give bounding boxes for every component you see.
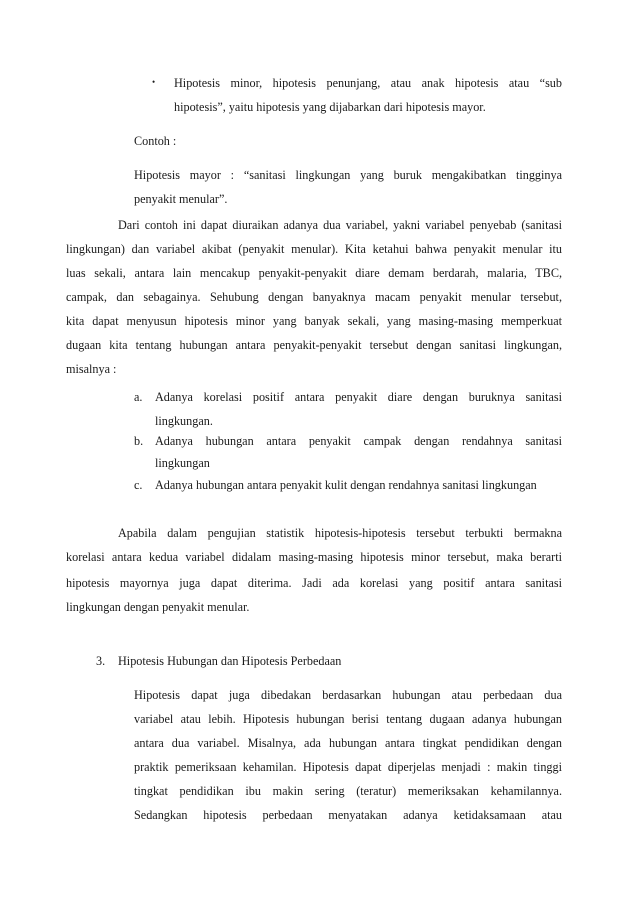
example-line-2: penyakit menular”.	[134, 192, 228, 206]
bullet-line-1: Hipotesis minor, hipotesis penunjang, atau anak hipotesis atau “sub	[174, 76, 562, 90]
list-item-c-line-1: Adanya hubungan antara penyakit kulit dengan rendahnya sanitasi lingkungan	[155, 478, 537, 492]
paragraph1-line-2: lingkungan) dan variabel akibat (penyakit menular). Kita ketahui bahwa penyakit menular itu	[66, 242, 562, 256]
section3-line-3: antara dua variabel. Misalnya, ada hubungan antara tingkat pendidikan dengan	[134, 736, 562, 750]
list-item-a-line-2: lingkungan.	[155, 414, 213, 428]
list-marker-c: c.	[134, 478, 143, 492]
paragraph1-line-1: Dari contoh ini dapat diuraikan adanya dua variabel, yakni variabel penyebab (sanitasi	[118, 218, 562, 232]
example-line-1: Hipotesis mayor : “sanitasi lingkungan yang buruk mengakibatkan tingginya	[134, 168, 562, 182]
bullet-line-2: hipotesis”, yaitu hipotesis yang dijabarkan dari hipotesis mayor.	[174, 100, 486, 114]
paragraph1-line-7: misalnya :	[66, 362, 117, 376]
section3-heading: Hipotesis Hubungan dan Hipotesis Perbedaan	[118, 654, 342, 668]
paragraph1-line-5: kita dapat menyusun hipotesis minor yang banyak sekali, yang masing-masing memperkuat	[66, 314, 562, 328]
section3-line-4: praktik pemeriksaan kehamilan. Hipotesis dapat diperjelas menjadi : makin tinggi	[134, 760, 562, 774]
paragraph1-line-6: dugaan kita tentang hubungan antara penyakit-penyakit tersebut dengan sanitasi lingkungan,	[66, 338, 562, 352]
example-label: Contoh :	[134, 134, 177, 148]
section3-line-2: variabel atau lebih. Hipotesis hubungan berisi tentang dugaan adanya hubungan	[134, 712, 562, 726]
section3-number: 3.	[96, 654, 106, 668]
list-item-b-line-1: Adanya hubungan antara penyakit campak dengan rendahnya sanitasi	[155, 434, 562, 448]
list-item-b-line-2: lingkungan	[155, 456, 210, 470]
paragraph2-line-1: Apabila dalam pengujian statistik hipotesis-hipotesis tersebut terbukti bermakna	[118, 526, 562, 540]
paragraph2-line-4: lingkungan dengan penyakit menular.	[66, 600, 250, 614]
paragraph2-line-2: korelasi antara kedua variabel didalam masing-masing hipotesis minor tersebut, maka berarti	[66, 550, 562, 564]
list-item-a-line-1: Adanya korelasi positif antara penyakit diare dengan buruknya sanitasi	[155, 390, 562, 404]
section3-line-1: Hipotesis dapat juga dibedakan berdasarkan hubungan atau perbedaan dua	[134, 688, 562, 702]
list-marker-a: a.	[134, 390, 143, 404]
section3-line-6: Sedangkan hipotesis perbedaan menyatakan adanya ketidaksamaan atau	[134, 808, 562, 822]
section3-line-5: tingkat pendidikan ibu makin sering (teratur) memeriksakan kehamilannya.	[134, 784, 562, 798]
paragraph1-line-3: luas sekali, antara lain mencakup penyakit-penyakit diare demam berdarah, malaria, TBC,	[66, 266, 562, 280]
paragraph1-line-4: campak, dan sebagainya. Sehubung dengan banyaknya macam penyakit menular tersebut,	[66, 290, 562, 304]
paragraph2-line-3: hipotesis mayornya juga dapat diterima. Jadi ada korelasi yang positif antara sanitasi	[66, 576, 562, 590]
bullet-marker: •	[152, 77, 156, 87]
list-marker-b: b.	[134, 434, 144, 448]
